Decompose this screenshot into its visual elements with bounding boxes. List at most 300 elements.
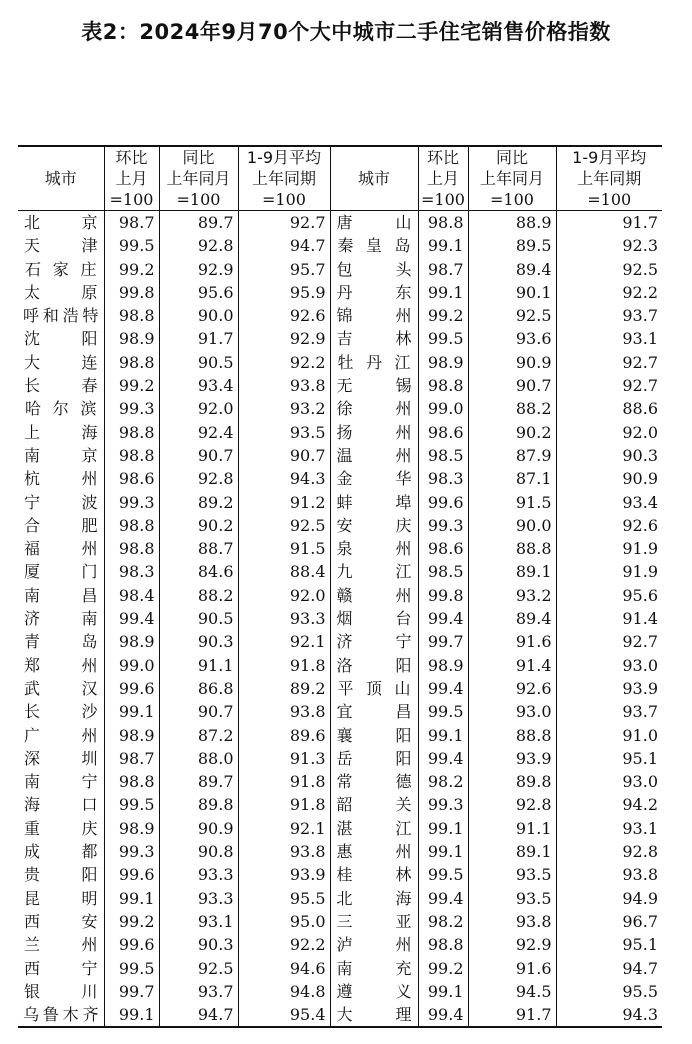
city-cell bbox=[18, 467, 104, 490]
city-name: 南宁 bbox=[24, 772, 98, 792]
index-mom-cell: 99.1 bbox=[418, 724, 468, 747]
index-yoy-cell: 89.5 bbox=[468, 234, 556, 257]
city-cell bbox=[330, 1003, 418, 1027]
index-yoy-cell: 92.9 bbox=[468, 933, 556, 956]
index-avg-cell: 92.7 bbox=[238, 211, 330, 235]
city-cell bbox=[18, 281, 104, 304]
index-mom-cell: 98.8 bbox=[418, 933, 468, 956]
index-yoy-cell: 90.5 bbox=[159, 351, 238, 374]
index-mom-cell: 98.8 bbox=[418, 211, 468, 235]
table-row bbox=[18, 607, 662, 630]
index-avg-cell: 93.8 bbox=[238, 700, 330, 723]
index-avg-cell: 90.7 bbox=[238, 444, 330, 467]
index-avg-cell: 91.7 bbox=[556, 211, 662, 235]
index-mom-cell: 99.5 bbox=[418, 863, 468, 886]
index-mom-cell: 99.1 bbox=[104, 700, 159, 723]
city-cell bbox=[18, 1003, 104, 1027]
index-yoy-cell: 93.5 bbox=[468, 887, 556, 910]
city-cell bbox=[18, 887, 104, 910]
header-city-right: 城市 bbox=[330, 146, 418, 211]
city-name: 青岛 bbox=[24, 632, 98, 652]
index-mom-cell: 98.7 bbox=[104, 211, 159, 235]
table-row bbox=[18, 840, 662, 863]
index-yoy-cell: 88.7 bbox=[159, 537, 238, 560]
city-name: 福州 bbox=[24, 539, 98, 559]
index-mom-cell: 99.2 bbox=[418, 957, 468, 980]
city-cell bbox=[330, 817, 418, 840]
index-avg-cell: 93.9 bbox=[238, 863, 330, 886]
city-name: 南昌 bbox=[24, 585, 98, 605]
index-mom-cell: 98.4 bbox=[104, 584, 159, 607]
index-avg-cell: 91.8 bbox=[238, 770, 330, 793]
index-yoy-cell: 89.1 bbox=[468, 560, 556, 583]
index-yoy-cell: 91.1 bbox=[468, 817, 556, 840]
index-mom-cell: 98.8 bbox=[104, 421, 159, 444]
index-yoy-cell: 89.8 bbox=[159, 793, 238, 816]
index-mom-cell: 98.9 bbox=[104, 817, 159, 840]
index-avg-cell: 92.5 bbox=[556, 258, 662, 281]
index-yoy-cell: 88.9 bbox=[468, 211, 556, 235]
index-avg-cell: 94.3 bbox=[556, 1003, 662, 1027]
index-mom-cell: 99.5 bbox=[104, 957, 159, 980]
table-row bbox=[18, 654, 662, 677]
index-yoy-cell: 89.2 bbox=[159, 491, 238, 514]
header-eq-mom-right: =100 bbox=[418, 189, 468, 211]
price-index-table bbox=[18, 145, 662, 1028]
table-row bbox=[18, 467, 662, 490]
city-name: 沈阳 bbox=[24, 329, 98, 349]
city-cell bbox=[18, 607, 104, 630]
city-cell bbox=[330, 933, 418, 956]
city-cell bbox=[330, 304, 418, 327]
index-avg-cell: 91.2 bbox=[238, 491, 330, 514]
header-yoy-left: 同比 bbox=[159, 146, 238, 168]
index-avg-cell: 95.1 bbox=[556, 933, 662, 956]
index-yoy-cell: 92.0 bbox=[159, 397, 238, 420]
city-name: 安庆 bbox=[336, 515, 412, 535]
index-avg-cell: 89.6 bbox=[238, 724, 330, 747]
table-row bbox=[18, 374, 662, 397]
table-row bbox=[18, 724, 662, 747]
city-name: 郑州 bbox=[24, 655, 98, 675]
index-yoy-cell: 89.4 bbox=[468, 258, 556, 281]
index-yoy-cell: 86.8 bbox=[159, 677, 238, 700]
index-yoy-cell: 87.9 bbox=[468, 444, 556, 467]
city-name: 大理 bbox=[336, 1005, 412, 1025]
city-name: 杭州 bbox=[24, 469, 98, 489]
city-cell bbox=[330, 421, 418, 444]
header-base-mom-left: 上月 bbox=[104, 168, 159, 189]
city-name: 兰州 bbox=[24, 935, 98, 955]
index-avg-cell: 93.4 bbox=[556, 491, 662, 514]
header-eq-avg-right: =100 bbox=[556, 189, 662, 211]
index-mom-cell: 99.1 bbox=[418, 817, 468, 840]
city-name: 惠州 bbox=[336, 842, 412, 862]
index-mom-cell: 99.1 bbox=[104, 887, 159, 910]
index-yoy-cell: 95.6 bbox=[159, 281, 238, 304]
city-cell bbox=[18, 327, 104, 350]
city-name: 金华 bbox=[336, 469, 412, 489]
index-mom-cell: 99.3 bbox=[104, 840, 159, 863]
index-yoy-cell: 87.2 bbox=[159, 724, 238, 747]
header-base-mom-right: 上月 bbox=[418, 168, 468, 189]
index-mom-cell: 99.5 bbox=[104, 793, 159, 816]
table-row bbox=[18, 281, 662, 304]
index-avg-cell: 95.4 bbox=[238, 1003, 330, 1027]
city-cell bbox=[330, 234, 418, 257]
index-yoy-cell: 89.4 bbox=[468, 607, 556, 630]
city-cell bbox=[18, 421, 104, 444]
index-mom-cell: 99.2 bbox=[104, 910, 159, 933]
city-cell bbox=[330, 514, 418, 537]
city-cell bbox=[330, 980, 418, 1003]
city-cell bbox=[18, 700, 104, 723]
header-eq-yoy-right: =100 bbox=[468, 189, 556, 211]
city-name: 扬州 bbox=[336, 422, 412, 442]
index-mom-cell: 99.4 bbox=[418, 887, 468, 910]
index-yoy-cell: 92.8 bbox=[468, 793, 556, 816]
city-name: 南京 bbox=[24, 445, 98, 465]
index-mom-cell: 98.9 bbox=[104, 724, 159, 747]
index-avg-cell: 93.8 bbox=[556, 863, 662, 886]
index-avg-cell: 95.0 bbox=[238, 910, 330, 933]
index-yoy-cell: 90.7 bbox=[159, 700, 238, 723]
index-mom-cell: 99.4 bbox=[104, 607, 159, 630]
header-mom-right: 环比 bbox=[418, 146, 468, 168]
city-cell bbox=[330, 211, 418, 235]
index-avg-cell: 91.8 bbox=[238, 793, 330, 816]
city-name: 成都 bbox=[24, 842, 98, 862]
city-name: 九江 bbox=[336, 562, 412, 582]
city-name: 厦门 bbox=[24, 562, 98, 582]
index-yoy-cell: 92.6 bbox=[468, 677, 556, 700]
city-cell bbox=[330, 910, 418, 933]
index-mom-cell: 99.6 bbox=[418, 491, 468, 514]
index-yoy-cell: 91.6 bbox=[468, 630, 556, 653]
header-base-yoy-left: 上年同月 bbox=[159, 168, 238, 189]
index-yoy-cell: 88.2 bbox=[468, 397, 556, 420]
index-mom-cell: 99.7 bbox=[104, 980, 159, 1003]
city-name: 吉林 bbox=[336, 329, 412, 349]
index-avg-cell: 92.0 bbox=[238, 584, 330, 607]
city-cell bbox=[18, 747, 104, 770]
city-name: 昆明 bbox=[24, 888, 98, 908]
index-avg-cell: 93.7 bbox=[556, 304, 662, 327]
city-name: 韶关 bbox=[336, 795, 412, 815]
city-cell bbox=[330, 793, 418, 816]
index-avg-cell: 91.9 bbox=[556, 537, 662, 560]
city-cell bbox=[330, 281, 418, 304]
index-yoy-cell: 92.5 bbox=[468, 304, 556, 327]
index-avg-cell: 94.7 bbox=[556, 957, 662, 980]
city-cell bbox=[18, 910, 104, 933]
city-cell bbox=[18, 817, 104, 840]
table-row bbox=[18, 677, 662, 700]
city-name: 泸州 bbox=[336, 935, 412, 955]
index-avg-cell: 93.2 bbox=[238, 397, 330, 420]
index-mom-cell: 98.7 bbox=[418, 258, 468, 281]
city-name: 广州 bbox=[24, 725, 98, 745]
index-mom-cell: 98.5 bbox=[418, 444, 468, 467]
index-yoy-cell: 93.3 bbox=[159, 863, 238, 886]
city-cell bbox=[330, 863, 418, 886]
city-cell bbox=[18, 584, 104, 607]
index-yoy-cell: 93.1 bbox=[159, 910, 238, 933]
city-cell bbox=[330, 630, 418, 653]
index-mom-cell: 98.3 bbox=[104, 560, 159, 583]
index-yoy-cell: 91.1 bbox=[159, 654, 238, 677]
index-yoy-cell: 91.4 bbox=[468, 654, 556, 677]
index-mom-cell: 98.5 bbox=[418, 560, 468, 583]
city-cell bbox=[18, 351, 104, 374]
header-base-yoy-right: 上年同月 bbox=[468, 168, 556, 189]
index-avg-cell: 95.7 bbox=[238, 258, 330, 281]
index-mom-cell: 99.6 bbox=[104, 863, 159, 886]
index-mom-cell: 99.1 bbox=[418, 281, 468, 304]
city-cell bbox=[18, 560, 104, 583]
index-mom-cell: 98.8 bbox=[104, 537, 159, 560]
city-cell bbox=[18, 957, 104, 980]
index-yoy-cell: 87.1 bbox=[468, 467, 556, 490]
city-name: 蚌埠 bbox=[336, 492, 412, 512]
table-row bbox=[18, 933, 662, 956]
index-yoy-cell: 90.8 bbox=[159, 840, 238, 863]
city-cell bbox=[18, 654, 104, 677]
index-avg-cell: 96.7 bbox=[556, 910, 662, 933]
city-name: 济宁 bbox=[336, 632, 412, 652]
city-name: 丹东 bbox=[336, 282, 412, 302]
city-cell bbox=[18, 258, 104, 281]
index-mom-cell: 98.8 bbox=[104, 514, 159, 537]
city-cell bbox=[330, 584, 418, 607]
table-row bbox=[18, 514, 662, 537]
index-avg-cell: 95.5 bbox=[556, 980, 662, 1003]
city-name: 温州 bbox=[336, 445, 412, 465]
index-yoy-cell: 93.9 bbox=[468, 747, 556, 770]
index-mom-cell: 98.2 bbox=[418, 910, 468, 933]
index-mom-cell: 99.0 bbox=[104, 654, 159, 677]
index-mom-cell: 99.1 bbox=[418, 234, 468, 257]
index-avg-cell: 95.1 bbox=[556, 747, 662, 770]
index-avg-cell: 88.6 bbox=[556, 397, 662, 420]
city-cell bbox=[18, 630, 104, 653]
index-avg-cell: 92.6 bbox=[238, 304, 330, 327]
table-row bbox=[18, 421, 662, 444]
index-avg-cell: 93.8 bbox=[238, 374, 330, 397]
index-yoy-cell: 92.8 bbox=[159, 467, 238, 490]
city-cell bbox=[18, 724, 104, 747]
city-cell bbox=[18, 933, 104, 956]
city-cell bbox=[330, 770, 418, 793]
table-row bbox=[18, 980, 662, 1003]
index-yoy-cell: 90.9 bbox=[468, 351, 556, 374]
city-cell bbox=[330, 700, 418, 723]
index-avg-cell: 91.4 bbox=[556, 607, 662, 630]
index-mom-cell: 99.1 bbox=[104, 1003, 159, 1027]
index-avg-cell: 93.3 bbox=[238, 607, 330, 630]
index-mom-cell: 99.4 bbox=[418, 677, 468, 700]
header-base-avg-right: 上年同期 bbox=[556, 168, 662, 189]
index-avg-cell: 88.4 bbox=[238, 560, 330, 583]
index-avg-cell: 91.5 bbox=[238, 537, 330, 560]
index-avg-cell: 92.7 bbox=[556, 351, 662, 374]
index-avg-cell: 94.8 bbox=[238, 980, 330, 1003]
index-mom-cell: 99.3 bbox=[104, 491, 159, 514]
table-row bbox=[18, 887, 662, 910]
table-row bbox=[18, 537, 662, 560]
city-cell bbox=[18, 793, 104, 816]
table-row bbox=[18, 327, 662, 350]
index-yoy-cell: 93.8 bbox=[468, 910, 556, 933]
city-cell bbox=[18, 491, 104, 514]
header-avg-left: 1-9月平均 bbox=[238, 146, 330, 168]
city-name: 宁波 bbox=[24, 492, 98, 512]
index-mom-cell: 98.8 bbox=[104, 304, 159, 327]
city-name: 遵义 bbox=[336, 981, 412, 1001]
index-avg-cell: 92.9 bbox=[238, 327, 330, 350]
city-cell bbox=[18, 211, 104, 235]
index-mom-cell: 99.3 bbox=[104, 397, 159, 420]
index-yoy-cell: 90.7 bbox=[159, 444, 238, 467]
city-name: 深圳 bbox=[24, 748, 98, 768]
city-name: 西安 bbox=[24, 911, 98, 931]
city-cell bbox=[330, 444, 418, 467]
header-yoy-right: 同比 bbox=[468, 146, 556, 168]
table-row bbox=[18, 234, 662, 257]
city-name: 济南 bbox=[24, 609, 98, 629]
header-avg-right: 1-9月平均 bbox=[556, 146, 662, 168]
city-name: 贵阳 bbox=[24, 865, 98, 885]
index-avg-cell: 89.2 bbox=[238, 677, 330, 700]
city-name: 乌鲁木齐 bbox=[23, 1005, 99, 1025]
city-name: 平顶山 bbox=[337, 678, 411, 698]
index-avg-cell: 95.5 bbox=[238, 887, 330, 910]
city-cell bbox=[330, 397, 418, 420]
index-yoy-cell: 88.8 bbox=[468, 724, 556, 747]
index-yoy-cell: 90.2 bbox=[159, 514, 238, 537]
index-yoy-cell: 92.4 bbox=[159, 421, 238, 444]
city-cell bbox=[330, 351, 418, 374]
city-cell bbox=[18, 397, 104, 420]
city-cell bbox=[330, 327, 418, 350]
index-mom-cell: 98.8 bbox=[104, 444, 159, 467]
city-cell bbox=[330, 537, 418, 560]
index-mom-cell: 98.6 bbox=[418, 537, 468, 560]
index-mom-cell: 99.5 bbox=[418, 327, 468, 350]
index-mom-cell: 99.8 bbox=[104, 281, 159, 304]
index-avg-cell: 95.9 bbox=[238, 281, 330, 304]
index-avg-cell: 93.1 bbox=[556, 327, 662, 350]
city-cell bbox=[330, 467, 418, 490]
city-cell bbox=[330, 957, 418, 980]
header-city-left: 城市 bbox=[44, 169, 77, 188]
table-row bbox=[18, 258, 662, 281]
city-name: 武汉 bbox=[24, 678, 98, 698]
index-yoy-cell: 93.7 bbox=[159, 980, 238, 1003]
city-cell bbox=[330, 677, 418, 700]
index-avg-cell: 93.1 bbox=[556, 817, 662, 840]
index-avg-cell: 93.0 bbox=[556, 654, 662, 677]
city-cell bbox=[330, 747, 418, 770]
index-avg-cell: 92.3 bbox=[556, 234, 662, 257]
index-mom-cell: 99.5 bbox=[418, 700, 468, 723]
city-name: 天津 bbox=[24, 236, 98, 256]
city-name: 常德 bbox=[336, 772, 412, 792]
index-avg-cell: 90.3 bbox=[556, 444, 662, 467]
index-yoy-cell: 94.7 bbox=[159, 1003, 238, 1027]
index-avg-cell: 93.5 bbox=[238, 421, 330, 444]
header-eq-yoy-left: =100 bbox=[159, 189, 238, 211]
index-avg-cell: 94.2 bbox=[556, 793, 662, 816]
table-row bbox=[18, 397, 662, 420]
header-mom-left: 环比 bbox=[104, 146, 159, 168]
table-row bbox=[18, 584, 662, 607]
index-yoy-cell: 90.3 bbox=[159, 933, 238, 956]
city-name: 重庆 bbox=[24, 818, 98, 838]
index-avg-cell: 93.8 bbox=[238, 840, 330, 863]
index-mom-cell: 98.6 bbox=[418, 421, 468, 444]
city-cell bbox=[18, 444, 104, 467]
index-yoy-cell: 90.7 bbox=[468, 374, 556, 397]
city-cell bbox=[330, 724, 418, 747]
city-cell bbox=[18, 514, 104, 537]
city-name: 长沙 bbox=[24, 702, 98, 722]
index-mom-cell: 98.9 bbox=[104, 327, 159, 350]
city-name: 泉州 bbox=[336, 539, 412, 559]
table-row bbox=[18, 863, 662, 886]
table-row bbox=[18, 770, 662, 793]
table-row bbox=[18, 560, 662, 583]
city-name: 锦州 bbox=[336, 306, 412, 326]
city-name: 长春 bbox=[24, 376, 98, 396]
city-name: 三亚 bbox=[336, 911, 412, 931]
index-avg-cell: 93.0 bbox=[556, 770, 662, 793]
index-yoy-cell: 88.2 bbox=[159, 584, 238, 607]
index-avg-cell: 94.3 bbox=[238, 467, 330, 490]
city-cell bbox=[330, 258, 418, 281]
table-header bbox=[18, 146, 662, 211]
city-cell bbox=[330, 560, 418, 583]
city-name: 牡丹江 bbox=[337, 352, 411, 372]
city-name: 上海 bbox=[24, 422, 98, 442]
table-row bbox=[18, 211, 662, 235]
city-name: 桂林 bbox=[336, 865, 412, 885]
index-yoy-cell: 91.5 bbox=[468, 491, 556, 514]
city-cell bbox=[18, 840, 104, 863]
index-avg-cell: 91.3 bbox=[238, 747, 330, 770]
city-name: 湛江 bbox=[336, 818, 412, 838]
city-name: 岳阳 bbox=[336, 748, 412, 768]
index-mom-cell: 98.9 bbox=[418, 351, 468, 374]
city-name: 太原 bbox=[24, 282, 98, 302]
table-row bbox=[18, 700, 662, 723]
table-row bbox=[18, 444, 662, 467]
index-mom-cell: 99.3 bbox=[418, 514, 468, 537]
index-avg-cell: 92.1 bbox=[238, 630, 330, 653]
city-name: 宜昌 bbox=[336, 702, 412, 722]
index-yoy-cell: 93.5 bbox=[468, 863, 556, 886]
city-name: 北京 bbox=[24, 213, 98, 232]
index-avg-cell: 92.2 bbox=[556, 281, 662, 304]
index-yoy-cell: 84.6 bbox=[159, 560, 238, 583]
page-title: 表2：2024年9月70个大中城市二手住宅销售价格指数 bbox=[81, 20, 611, 44]
table-row bbox=[18, 747, 662, 770]
index-yoy-cell: 89.7 bbox=[159, 770, 238, 793]
index-yoy-cell: 93.0 bbox=[468, 700, 556, 723]
index-mom-cell: 99.0 bbox=[418, 397, 468, 420]
city-cell bbox=[330, 491, 418, 514]
city-name: 洛阳 bbox=[336, 655, 412, 675]
